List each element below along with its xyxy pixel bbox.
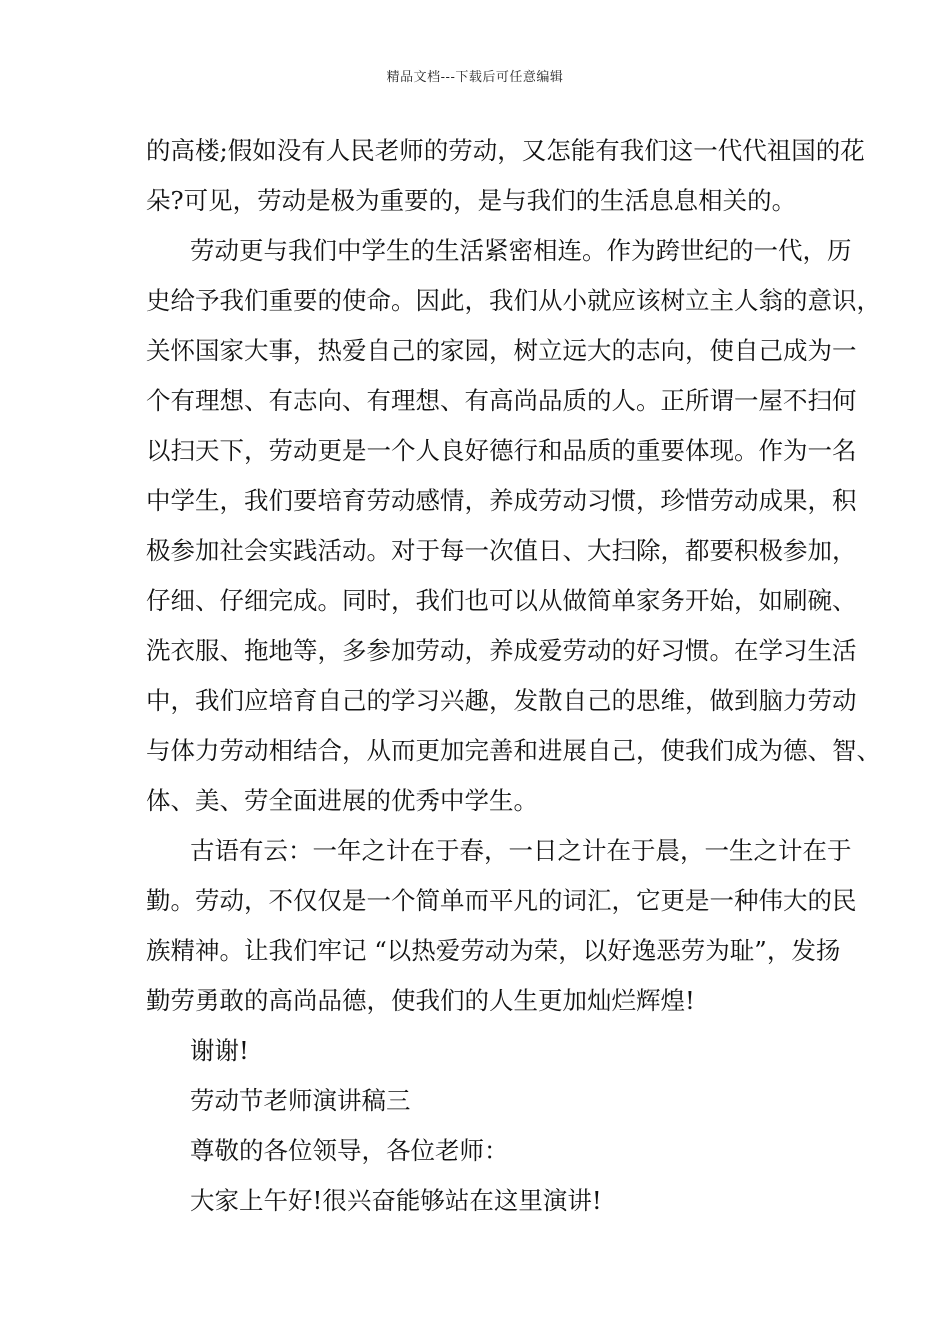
text-line-1: 的高楼;假如没有人民老师的劳动，又怎能有我们这一代代祖国的花 bbox=[146, 136, 865, 165]
text-line-9: 极参加社会实践活动。对于每一次值日、大扫除，都要积极参加， bbox=[146, 536, 857, 565]
text-line-16: 勤。劳动，不仅仅是一个简单而平凡的词汇，它更是一种伟大的民 bbox=[146, 886, 857, 915]
text-line-8: 中学生，我们要培育劳动感情，养成劳动习惯，珍惜劳动成果，积 bbox=[146, 486, 857, 515]
text-line-11: 洗衣服、拖地等，多参加劳动，养成爱劳动的好习惯。在学习生活 bbox=[146, 636, 857, 665]
text-line-10: 仔细、仔细完成。同时，我们也可以从做简单家务开始，如刷碗、 bbox=[146, 586, 857, 615]
salutation-line: 尊敬的各位领导，各位老师： bbox=[190, 1136, 509, 1165]
page-header: 精品文档---下载后可任意编辑 bbox=[386, 70, 564, 85]
text-line-14: 体、美、劳全面进展的优秀中学生。 bbox=[146, 786, 538, 815]
paragraph-start-line: 古语有云：一年之计在于春，一日之计在于晨，一生之计在于 bbox=[190, 836, 852, 865]
section-title: 劳动节老师演讲稿三 bbox=[190, 1086, 411, 1115]
text-line-7: 以扫天下，劳动更是一个人良好德行和品质的重要体现。作为一名 bbox=[146, 436, 857, 465]
text-line-17: 族精神。让我们牢记 “以热爱劳动为荣，以好逸恶劳为耻”，发扬 bbox=[146, 936, 841, 965]
text-line-12: 中，我们应培育自己的学习兴趣，发散自己的思维，做到脑力劳动 bbox=[146, 686, 857, 715]
text-line-2: 朵?可见，劳动是极为重要的，是与我们的生活息息相关的。 bbox=[146, 186, 797, 215]
text-line-4: 史给予我们重要的使命。因此，我们从小就应该树立主人翁的意识， bbox=[146, 286, 881, 315]
text-line-5: 关怀国家大事，热爱自己的家园，树立远大的志向，使自己成为一 bbox=[146, 336, 857, 365]
text-line-18: 勤劳勇敢的高尚品德，使我们的人生更加灿烂辉煌! bbox=[146, 986, 695, 1015]
paragraph-start-line: 劳动更与我们中学生的生活紧密相连。作为跨世纪的一代，历 bbox=[190, 236, 852, 265]
text-line-6: 个有理想、有志向、有理想、有高尚品质的人。正所谓一屋不扫何 bbox=[146, 386, 857, 415]
document-body bbox=[146, 126, 881, 1226]
thanks-line: 谢谢! bbox=[190, 1036, 249, 1065]
greeting-line: 大家上午好!很兴奋能够站在这里演讲! bbox=[190, 1186, 602, 1215]
text-line-13: 与体力劳动相结合，从而更加完善和进展自己，使我们成为德、智、 bbox=[146, 736, 881, 765]
